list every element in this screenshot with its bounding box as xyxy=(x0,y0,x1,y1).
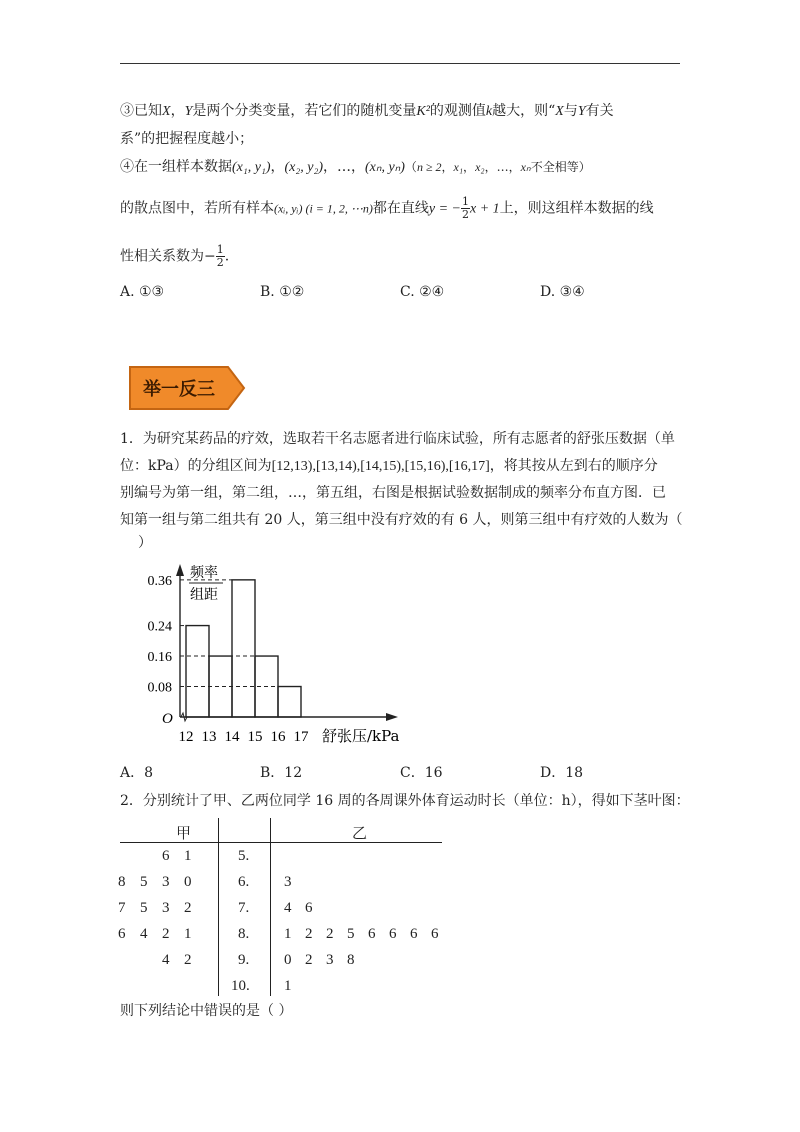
stem-value: 9. xyxy=(238,952,250,968)
stem-value: 6. xyxy=(238,874,250,890)
q1-option-a[interactable]: A．8 xyxy=(120,765,154,781)
y-tick-label: 0.36 xyxy=(147,573,172,589)
stem-leaf-header-rule xyxy=(120,842,442,843)
stem-value: 10. xyxy=(231,978,250,994)
numerator: 1 xyxy=(461,195,469,208)
text: ③已知 xyxy=(120,103,162,119)
statement-4-line2 xyxy=(120,196,654,221)
text: ， xyxy=(441,160,454,174)
leaf-right: 6 xyxy=(410,926,418,942)
leaf-right: 1 xyxy=(284,926,292,942)
y-tick-label: 0.08 xyxy=(147,680,172,696)
leaf-left: 0 xyxy=(184,874,192,890)
leaf-right: 6 xyxy=(389,926,397,942)
leaf-left: 2 xyxy=(184,952,192,968)
leaf-left: 2 xyxy=(184,900,192,916)
text: （ xyxy=(404,160,417,174)
y-label-denominator: 组距 xyxy=(190,587,218,603)
stem-value: 5. xyxy=(238,848,250,864)
leaf-right: 8 xyxy=(347,952,355,968)
leaf-right: 6 xyxy=(305,900,313,916)
text: 上，则这组样本数据的线 xyxy=(499,200,654,217)
var-y: Y xyxy=(577,104,586,119)
text: 位：kPa）的分组区间为 xyxy=(120,458,272,474)
q1-line1: 1．为研究某药品的疗效，选取若干名志愿者进行临床试验，所有志愿者的舒张压数据（单 xyxy=(120,431,675,447)
origin-label: O xyxy=(162,711,173,727)
stem-leaf-divider-left xyxy=(218,818,219,996)
text: ④在一组样本数据 xyxy=(120,159,232,175)
denominator: 2 xyxy=(216,256,224,269)
fraction xyxy=(461,196,470,221)
stem-leaf-header-left: 甲 xyxy=(176,824,192,842)
leaf-left: 8 xyxy=(118,874,126,890)
q1-line2 xyxy=(120,455,658,475)
statement-4-line1 xyxy=(120,156,591,176)
numerator: 1 xyxy=(216,243,224,256)
text: 越大，则“ xyxy=(492,103,556,119)
leaf-left: 5 xyxy=(140,874,148,890)
text: 有关 xyxy=(585,103,614,119)
leaf-right: 3 xyxy=(284,874,292,890)
top-rule xyxy=(120,63,680,64)
leaf-left: 6 xyxy=(118,926,126,942)
text: 的散点图中，若所有样本 xyxy=(120,200,274,217)
leaf-left: 4 xyxy=(140,926,148,942)
statement-3-line2: 系”的把握程度越小； xyxy=(120,131,254,147)
option-a[interactable]: A. ①③ xyxy=(120,284,165,300)
q1-option-d[interactable]: D．18 xyxy=(540,765,584,781)
q2-line1: 2．分别统计了甲、乙两位同学 16 周的各周课外体育运动时长（单位：h），得如下茎叶图： xyxy=(120,793,690,809)
math-cond: n ≥ 2 xyxy=(416,160,442,174)
statement-3-line1 xyxy=(120,100,614,120)
text: . xyxy=(224,248,230,265)
x-axis-arrow xyxy=(386,713,398,721)
leaf-left: 4 xyxy=(162,952,170,968)
leaf-right: 6 xyxy=(431,926,439,942)
q1-line3: 别编号为第一组，第二组，…，第五组，右图是根据试验数据制成的频率分布直方图．已 xyxy=(120,485,666,501)
x-tick-label: 13 xyxy=(201,729,217,745)
leaf-right: 6 xyxy=(368,926,376,942)
q1-option-b[interactable]: B．12 xyxy=(260,765,303,781)
q1-line5: ） xyxy=(138,535,152,551)
statement-4-line3 xyxy=(120,244,229,269)
text: 是两个分类变量，若它们的随机变量 xyxy=(192,103,417,119)
leaf-right: 1 xyxy=(284,978,292,994)
math-eq: x + 1 xyxy=(469,201,500,217)
q2-closing: 则下列结论中错误的是（ ） xyxy=(120,1003,293,1019)
var-x: X xyxy=(162,104,171,119)
stem-value: 8. xyxy=(238,926,250,942)
q1-line4: 知第一组与第二组共有 20 人，第三组中没有疗效的有 6 人，则第三组中有疗效的人数为（ xyxy=(120,512,683,528)
math-point: (x₁, y₁) xyxy=(232,160,271,175)
math-eq: y = − xyxy=(428,201,461,217)
leaf-left: 6 xyxy=(162,848,170,864)
x-tick-label: 16 xyxy=(270,729,286,745)
y-label-numerator: 频率 xyxy=(190,565,218,581)
denominator: 2 xyxy=(461,208,469,221)
math-var: xₙ xyxy=(520,160,531,174)
stem-leaf-header-right: 乙 xyxy=(352,824,368,842)
leaf-left: 1 xyxy=(184,926,192,942)
x-tick-label: 14 xyxy=(224,729,240,745)
histogram-bar xyxy=(209,656,232,717)
leaf-left: 3 xyxy=(162,900,170,916)
var-k2: K² xyxy=(416,104,430,119)
option-d[interactable]: D. ③④ xyxy=(540,284,585,300)
var-k: k xyxy=(485,104,493,119)
text: ，将其按从左到右的顺序分 xyxy=(489,458,658,474)
math-point: (x₂, y₂) xyxy=(284,160,323,175)
option-b[interactable]: B. ①② xyxy=(260,284,305,300)
y-tick-label: 0.24 xyxy=(147,619,172,635)
intervals: [12,13),[13,14),[14,15),[15,16),[16,17] xyxy=(271,459,490,474)
text: ，…， xyxy=(323,159,365,175)
stem-value: 7. xyxy=(238,900,250,916)
fraction xyxy=(216,244,225,269)
text: ， xyxy=(270,159,285,175)
section-badge-label: 举一反三 xyxy=(143,379,215,400)
leaf-left: 5 xyxy=(140,900,148,916)
leaf-left: 1 xyxy=(184,848,192,864)
leaf-right: 0 xyxy=(284,952,292,968)
histogram-bar xyxy=(232,580,255,717)
var-x: X xyxy=(555,104,564,119)
leaf-right: 2 xyxy=(326,926,334,942)
text: 的观测值 xyxy=(429,103,486,119)
histogram-bar xyxy=(186,626,209,717)
leaf-right: 5 xyxy=(347,926,355,942)
minus: − xyxy=(204,248,216,265)
x-tick-label: 15 xyxy=(247,729,263,745)
text: 性相关系数为 xyxy=(120,248,204,265)
leaf-right: 2 xyxy=(305,926,313,942)
leaf-right: 4 xyxy=(284,900,292,916)
text: ， xyxy=(170,103,185,119)
text: ，…， xyxy=(484,160,521,174)
leaf-left: 7 xyxy=(118,900,126,916)
histogram-bar xyxy=(278,687,301,717)
leaf-right: 3 xyxy=(326,952,334,968)
y-tick-label: 0.16 xyxy=(147,650,172,666)
x-tick-label: 17 xyxy=(293,729,309,745)
var-y: Y xyxy=(184,104,193,119)
y-axis-arrow xyxy=(176,564,184,576)
q1-option-c[interactable]: C．16 xyxy=(400,765,443,781)
text: 都在直线 xyxy=(372,200,429,217)
stem-leaf-divider-right xyxy=(270,818,271,996)
histogram-chart xyxy=(140,560,430,750)
leaf-right: 2 xyxy=(305,952,313,968)
leaf-left: 3 xyxy=(162,874,170,890)
math-sample: (xᵢ, yᵢ) (i = 1, 2, ⋯n) xyxy=(274,201,373,216)
x-tick-label: 12 xyxy=(178,729,194,745)
text: 与 xyxy=(563,103,578,119)
text: ， xyxy=(463,160,476,174)
text: 不全相等） xyxy=(530,160,591,174)
math-point: (xₙ, yₙ) xyxy=(365,160,405,175)
leaf-left: 2 xyxy=(162,926,170,942)
x-axis-label: 舒张压/kPa xyxy=(322,727,400,745)
option-c[interactable]: C. ②④ xyxy=(400,284,445,300)
math-var: x₁ xyxy=(453,160,464,174)
math-var: x₂ xyxy=(475,160,485,174)
